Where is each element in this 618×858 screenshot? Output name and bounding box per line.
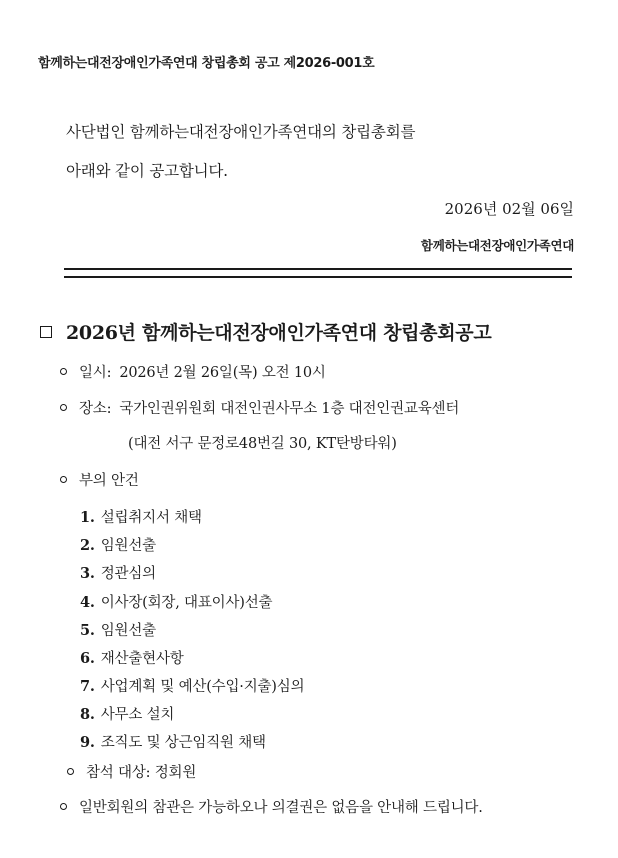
- notice-number: 함께하는대전장애인가족연대 창립총회 공고 제2026-001호: [38, 56, 375, 71]
- circle-bullet-icon: [60, 803, 67, 810]
- venue-value: 국가인권위원회 대전인권사무소 1층 대전인권교육센터: [119, 401, 460, 417]
- attendees-text: 참석 대상: 정회원: [86, 765, 197, 781]
- agenda-item: 5. 임원선출: [80, 622, 156, 639]
- venue-row: [60, 397, 459, 418]
- circle-bullet-icon: [67, 768, 74, 775]
- section-heading: [40, 318, 491, 345]
- circle-bullet-icon: [60, 368, 67, 375]
- intro-line-2: 아래와 같이 공고합니다.: [66, 162, 228, 180]
- agenda-item: 7. 사업계획 및 예산(수입·지출)심의: [80, 678, 305, 695]
- attendees-row: [67, 761, 196, 782]
- intro-line-1: 사단법인 함께하는대전장애인가족연대의 창립총회를: [66, 123, 416, 141]
- agenda-item: 3. 정관심의: [80, 565, 156, 582]
- circle-bullet-icon: [60, 476, 67, 483]
- venue-address: (대전 서구 문정로48번길 30, KT탄방타워): [128, 436, 397, 452]
- double-rule-divider: [64, 268, 572, 278]
- schedule-value: 2026년 2월 26일(목) 오전 10시: [119, 365, 326, 381]
- circle-bullet-icon: [60, 404, 67, 411]
- agenda-label: 부의 안건: [79, 473, 139, 489]
- organization-name: 함께하는대전장애인가족연대: [420, 238, 574, 253]
- agenda-item: 1. 설립취지서 채택: [80, 509, 202, 526]
- schedule-row: [60, 361, 326, 382]
- venue-label: 장소:: [79, 401, 112, 417]
- note-row: [60, 796, 483, 817]
- schedule-label: 일시:: [79, 365, 112, 381]
- agenda-item: 9. 조직도 및 상근임직원 채택: [80, 734, 266, 751]
- agenda-item: 6. 재산출현사항: [80, 650, 184, 667]
- agenda-item: 8. 사무소 설치: [80, 706, 175, 723]
- agenda-heading-row: [60, 469, 139, 490]
- note-text: 일반회원의 참관은 가능하오나 의결권은 없음을 안내해 드립니다.: [79, 800, 483, 816]
- agenda-item: 4. 이사장(회장, 대표이사)선출: [80, 594, 273, 611]
- agenda-item: 2. 임원선출: [80, 537, 156, 554]
- square-bullet-icon: [40, 326, 52, 338]
- notice-date: 2026년 02월 06일: [444, 200, 574, 218]
- section-heading-text: 2026년 함께하는대전장애인가족연대 창립총회공고: [66, 322, 492, 344]
